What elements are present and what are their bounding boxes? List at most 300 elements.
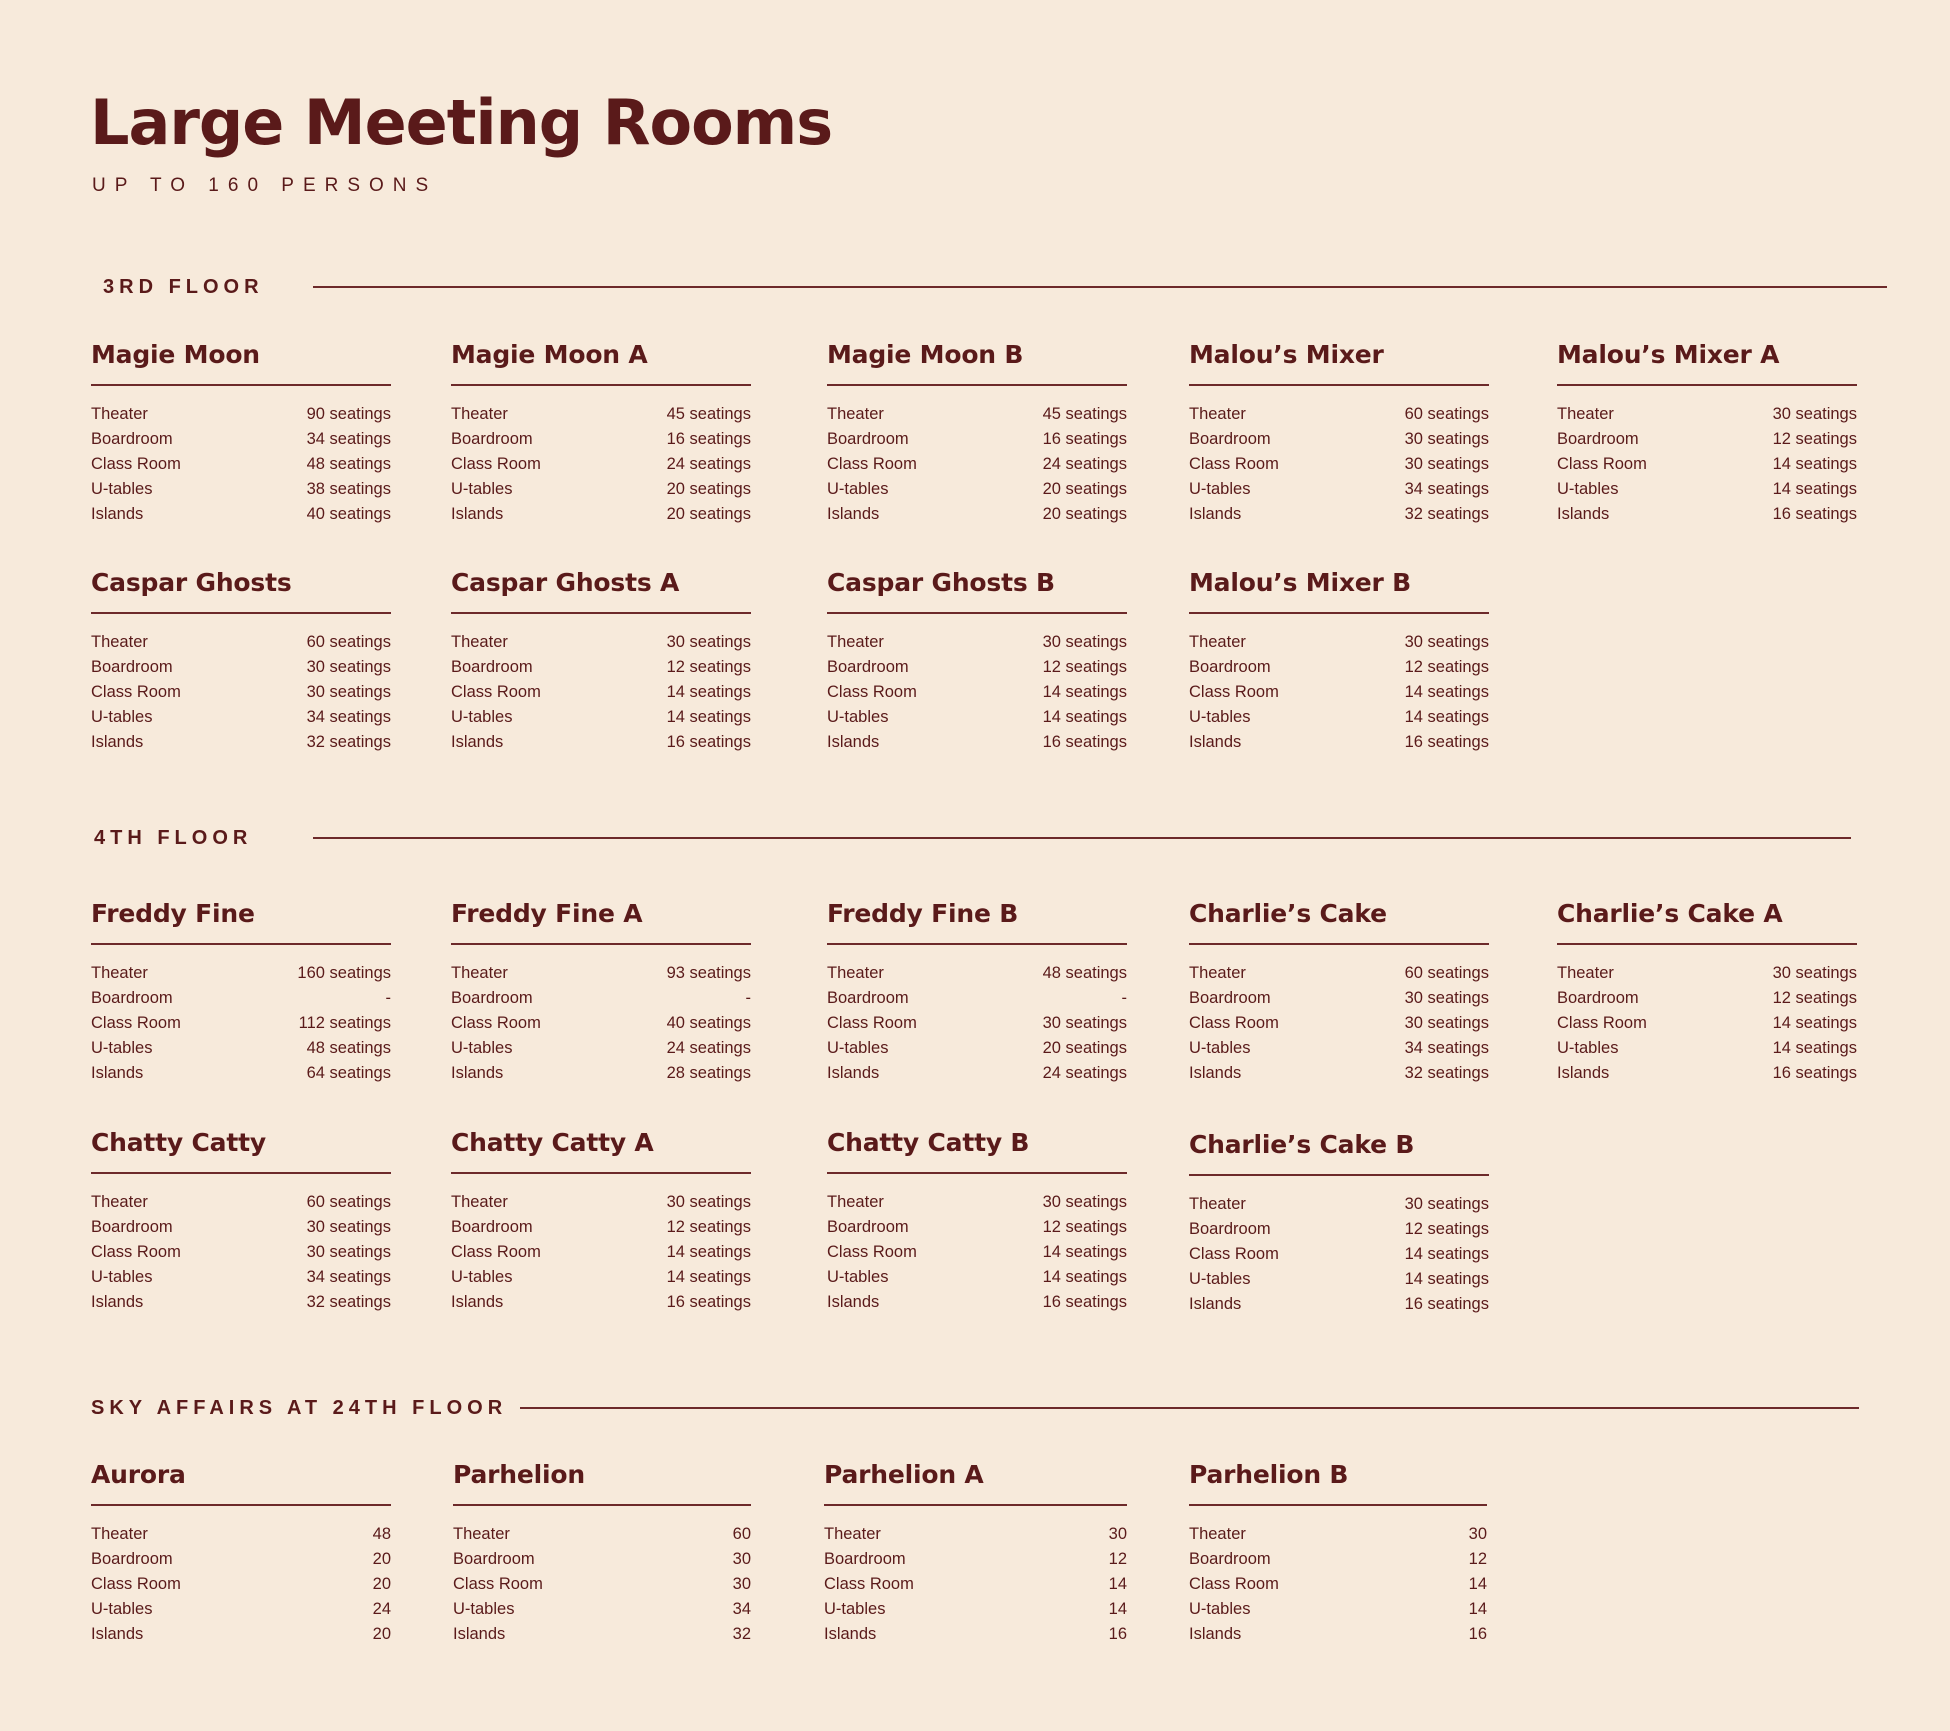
seating-capacity-value: 48 (372, 1524, 391, 1543)
seating-capacity-value: 40 seatings (306, 504, 391, 523)
seating-capacity-value: 14 seatings (1042, 682, 1127, 701)
seating-type-label: U-tables (91, 1599, 153, 1618)
seating-type-label: Boardroom (1189, 988, 1271, 1007)
seating-type-label: Class Room (1189, 1244, 1279, 1263)
seating-type-label: Class Room (451, 1242, 541, 1261)
seating-type-label: Theater (824, 1524, 881, 1543)
seating-capacity-value: 30 (1468, 1524, 1487, 1543)
room-card-caspar-ghosts-b (827, 570, 1127, 755)
seating-type-label: Class Room (91, 1242, 181, 1261)
seating-capacity-value: 32 seatings (1404, 504, 1489, 523)
seating-capacity-value: 48 seatings (306, 454, 391, 473)
room-divider (1557, 384, 1857, 386)
seating-row-boardroom (827, 1215, 1127, 1240)
seating-capacity-value: 160 seatings (297, 963, 391, 982)
seating-type-label: Islands (91, 1063, 144, 1082)
seating-row-islands (1189, 1622, 1487, 1647)
room-title: Freddy Fine (91, 899, 255, 928)
seating-row-theater (1189, 402, 1489, 427)
seating-capacity-value: 12 seatings (1404, 657, 1489, 676)
seating-type-label: Theater (91, 963, 148, 982)
room-title: Caspar Ghosts (91, 568, 292, 597)
seating-type-label: Class Room (1189, 682, 1279, 701)
seating-capacity-value: 32 seatings (306, 732, 391, 751)
seating-capacity-value: 14 seatings (1404, 1269, 1489, 1288)
seating-type-label: Theater (1189, 632, 1246, 651)
seating-type-label: U-tables (91, 707, 153, 726)
seating-type-label: Theater (827, 404, 884, 423)
seating-type-label: Islands (91, 504, 144, 523)
seating-capacity-value: 16 seatings (1404, 1294, 1489, 1313)
seating-type-label: Class Room (453, 1574, 543, 1593)
room-title: Chatty Catty (91, 1128, 266, 1157)
seating-capacity-value: 48 seatings (306, 1038, 391, 1057)
seating-row-theater (91, 1190, 391, 1215)
room-card-caspar-ghosts-a (451, 570, 751, 755)
seating-row-theater (1189, 1522, 1487, 1547)
seating-type-label: Islands (1557, 1063, 1610, 1082)
seating-capacity-value: 14 seatings (1772, 1013, 1857, 1032)
room-title: Malou’s Mixer (1189, 340, 1384, 369)
seating-row-theater (91, 1522, 391, 1547)
seating-capacity-value: - (385, 988, 391, 1007)
seating-type-label: Theater (1189, 1194, 1246, 1213)
seating-capacity-value: 30 seatings (306, 1217, 391, 1236)
room-card-aurora (91, 1462, 391, 1647)
seating-type-label: Boardroom (827, 988, 909, 1007)
room-divider (91, 1172, 391, 1174)
seating-capacity-value: 32 seatings (1404, 1063, 1489, 1082)
seating-type-label: U-tables (824, 1599, 886, 1618)
seating-type-label: U-tables (1557, 479, 1619, 498)
seating-capacity-value: 20 seatings (1042, 1038, 1127, 1057)
seating-capacity-value: 14 (1108, 1574, 1127, 1593)
seating-type-label: Islands (1189, 1624, 1242, 1643)
seating-capacity-value: 16 seatings (666, 1292, 751, 1311)
seating-type-label: Boardroom (451, 988, 533, 1007)
seating-row-class-room (1557, 1011, 1857, 1036)
seating-type-label: Class Room (824, 1574, 914, 1593)
seating-type-label: U-tables (91, 1267, 153, 1286)
seating-capacity-value: 34 seatings (306, 1267, 391, 1286)
seating-capacity-value: 30 (732, 1549, 751, 1568)
seating-capacity-value: 48 seatings (1042, 963, 1127, 982)
seating-type-label: Theater (451, 404, 508, 423)
seating-type-label: Class Room (827, 1242, 917, 1261)
seating-capacity-value: 12 (1468, 1549, 1487, 1568)
seating-row-class-room (1189, 1242, 1489, 1267)
room-title: Caspar Ghosts A (451, 568, 680, 597)
seating-type-label: U-tables (1189, 707, 1251, 726)
seating-type-label: U-tables (91, 1038, 153, 1057)
seating-row-theater (827, 402, 1127, 427)
seating-capacity-value: 14 (1468, 1574, 1487, 1593)
seating-capacity-value: 12 seatings (1772, 429, 1857, 448)
seating-type-label: Class Room (827, 1013, 917, 1032)
seating-row-class-room (453, 1572, 751, 1597)
seating-capacity-value: 14 seatings (1772, 454, 1857, 473)
seating-row-theater (827, 1190, 1127, 1215)
seating-row-islands (827, 1061, 1127, 1086)
seating-type-label: U-tables (451, 1267, 513, 1286)
seating-row-class-room (451, 1011, 751, 1036)
room-title: Charlie’s Cake A (1557, 899, 1783, 928)
seating-row-class-room (1189, 1011, 1489, 1036)
seating-row-islands (1557, 502, 1857, 527)
seating-type-label: Boardroom (1189, 1219, 1271, 1238)
room-card-chatty-catty (91, 1130, 391, 1315)
section-label-3rd-floor: 3RD FLOOR (103, 276, 264, 298)
seating-row-u-tables (451, 1265, 751, 1290)
seating-row-theater (451, 1190, 751, 1215)
seating-type-label: Theater (91, 1524, 148, 1543)
seating-capacity-value: 34 seatings (1404, 1038, 1489, 1057)
seating-row-class-room (827, 1240, 1127, 1265)
seating-type-label: Theater (827, 632, 884, 651)
seating-row-class-room (451, 1240, 751, 1265)
seating-row-u-tables (827, 705, 1127, 730)
seating-capacity-value: 14 seatings (1404, 707, 1489, 726)
room-divider (1189, 384, 1489, 386)
seating-row-theater (1189, 630, 1489, 655)
seating-capacity-value: 14 (1468, 1599, 1487, 1618)
seating-row-boardroom (91, 655, 391, 680)
seating-row-islands (827, 1290, 1127, 1315)
page-title: Large Meeting Rooms (90, 86, 833, 159)
seating-capacity-value: 60 seatings (306, 1192, 391, 1211)
seating-row-theater (827, 961, 1127, 986)
seating-row-islands (453, 1622, 751, 1647)
seating-capacity-value: 16 seatings (666, 732, 751, 751)
seating-capacity-value: 30 seatings (1404, 454, 1489, 473)
room-card-chatty-catty-a (451, 1130, 751, 1315)
room-title: Caspar Ghosts B (827, 568, 1055, 597)
seating-capacity-value: 60 seatings (1404, 404, 1489, 423)
seating-capacity-value: 14 seatings (1042, 707, 1127, 726)
seating-capacity-value: 34 seatings (306, 429, 391, 448)
seating-type-label: Boardroom (91, 429, 173, 448)
seating-capacity-value: 30 seatings (1042, 1013, 1127, 1032)
seating-row-u-tables (1189, 705, 1489, 730)
seating-row-u-tables (91, 705, 391, 730)
room-title: Parhelion B (1189, 1460, 1349, 1489)
seating-capacity-value: 14 seatings (666, 707, 751, 726)
seating-row-u-tables (91, 477, 391, 502)
seating-capacity-value: 20 (372, 1549, 391, 1568)
room-divider (453, 1504, 751, 1506)
seating-row-u-tables (451, 477, 751, 502)
room-title: Magie Moon (91, 340, 260, 369)
room-card-magie-moon-a (451, 342, 751, 527)
seating-capacity-value: 14 seatings (1772, 479, 1857, 498)
seating-row-theater (451, 630, 751, 655)
seating-type-label: Theater (1189, 404, 1246, 423)
seating-row-class-room (827, 452, 1127, 477)
seating-capacity-value: 14 seatings (1042, 1242, 1127, 1261)
seating-type-label: U-tables (451, 707, 513, 726)
seating-capacity-value: 20 seatings (666, 479, 751, 498)
seating-type-label: U-tables (451, 479, 513, 498)
seating-capacity-value: - (745, 988, 751, 1007)
seating-row-theater (91, 961, 391, 986)
seating-type-label: Islands (453, 1624, 506, 1643)
seating-row-boardroom (1189, 655, 1489, 680)
seating-row-class-room (91, 680, 391, 705)
room-divider (1189, 1504, 1487, 1506)
seating-capacity-value: 16 seatings (1042, 1292, 1127, 1311)
room-divider (827, 612, 1127, 614)
seating-capacity-value: 14 seatings (666, 682, 751, 701)
seating-type-label: Theater (827, 963, 884, 982)
room-card-parhelion-b (1189, 1462, 1487, 1647)
seating-type-label: Boardroom (451, 657, 533, 676)
seating-capacity-value: 32 (732, 1624, 751, 1643)
room-card-parhelion-a (824, 1462, 1127, 1647)
room-divider (91, 384, 391, 386)
seating-row-islands (1557, 1061, 1857, 1086)
seating-row-theater (1189, 1192, 1489, 1217)
seating-type-label: Theater (451, 1192, 508, 1211)
seating-capacity-value: 93 seatings (666, 963, 751, 982)
room-divider (451, 612, 751, 614)
seating-type-label: Theater (1189, 963, 1246, 982)
room-card-magie-moon (91, 342, 391, 527)
seating-capacity-value: 20 seatings (1042, 479, 1127, 498)
seating-type-label: Boardroom (827, 657, 909, 676)
seating-type-label: Boardroom (91, 1217, 173, 1236)
seating-type-label: Islands (1189, 1294, 1242, 1313)
seating-type-label: U-tables (1189, 479, 1251, 498)
seating-capacity-value: 14 seatings (1772, 1038, 1857, 1057)
seating-type-label: Theater (451, 963, 508, 982)
seating-row-boardroom (91, 1547, 391, 1572)
section-divider-4th-floor (313, 837, 1851, 839)
seating-row-theater (91, 402, 391, 427)
seating-row-islands (827, 502, 1127, 527)
seating-row-islands (451, 502, 751, 527)
room-divider (451, 1172, 751, 1174)
seating-capacity-value: - (1121, 988, 1127, 1007)
seating-capacity-value: 24 (372, 1599, 391, 1618)
seating-type-label: Boardroom (1557, 988, 1639, 1007)
room-card-malous-mixer (1189, 342, 1489, 527)
seating-type-label: Islands (827, 1292, 880, 1311)
seating-capacity-value: 12 seatings (1404, 1219, 1489, 1238)
seating-row-islands (91, 1290, 391, 1315)
seating-row-boardroom (91, 427, 391, 452)
seating-row-theater (453, 1522, 751, 1547)
seating-capacity-value: 34 seatings (306, 707, 391, 726)
seating-capacity-value: 16 seatings (1404, 732, 1489, 751)
seating-capacity-value: 16 seatings (666, 429, 751, 448)
room-title: Chatty Catty B (827, 1128, 1030, 1157)
seating-capacity-value: 12 seatings (1042, 657, 1127, 676)
room-card-chatty-catty-b (827, 1130, 1127, 1315)
seating-type-label: Class Room (1557, 454, 1647, 473)
seating-capacity-value: 12 (1108, 1549, 1127, 1568)
seating-row-class-room (451, 680, 751, 705)
seating-row-boardroom (1189, 1217, 1489, 1242)
seating-type-label: Islands (451, 504, 504, 523)
seating-capacity-value: 24 seatings (666, 454, 751, 473)
seating-type-label: Boardroom (1189, 429, 1271, 448)
seating-type-label: Boardroom (451, 1217, 533, 1236)
seating-row-class-room (1557, 452, 1857, 477)
seating-type-label: U-tables (827, 479, 889, 498)
seating-capacity-value: 90 seatings (306, 404, 391, 423)
room-card-freddy-fine (91, 901, 391, 1086)
seating-row-u-tables (1189, 477, 1489, 502)
seating-type-label: Class Room (451, 1013, 541, 1032)
seating-type-label: Class Room (91, 454, 181, 473)
seating-type-label: U-tables (1189, 1038, 1251, 1057)
seating-type-label: Boardroom (91, 988, 173, 1007)
room-divider (1557, 943, 1857, 945)
seating-capacity-value: 14 seatings (1042, 1267, 1127, 1286)
room-title: Freddy Fine B (827, 899, 1019, 928)
seating-type-label: Boardroom (453, 1549, 535, 1568)
seating-row-u-tables (1557, 1036, 1857, 1061)
room-title: Charlie’s Cake B (1189, 1130, 1415, 1159)
room-card-malous-mixer-b (1189, 570, 1489, 755)
section-divider-3rd-floor (313, 286, 1887, 288)
seating-type-label: Class Room (1189, 454, 1279, 473)
seating-type-label: U-tables (827, 1038, 889, 1057)
seating-row-boardroom (1557, 427, 1857, 452)
seating-row-boardroom (1189, 986, 1489, 1011)
seating-capacity-value: 12 seatings (1772, 988, 1857, 1007)
seating-capacity-value: 60 seatings (1404, 963, 1489, 982)
seating-capacity-value: 45 seatings (1042, 404, 1127, 423)
seating-type-label: Islands (827, 1063, 880, 1082)
seating-capacity-value: 60 (732, 1524, 751, 1543)
seating-capacity-value: 14 (1108, 1599, 1127, 1618)
seating-type-label: Class Room (451, 682, 541, 701)
seating-row-boardroom (451, 1215, 751, 1240)
seating-capacity-value: 20 seatings (1042, 504, 1127, 523)
seating-row-boardroom (827, 427, 1127, 452)
room-card-caspar-ghosts (91, 570, 391, 755)
seating-type-label: Class Room (1189, 1013, 1279, 1032)
seating-row-u-tables (1189, 1036, 1489, 1061)
seating-type-label: Theater (453, 1524, 510, 1543)
seating-row-boardroom (1189, 1547, 1487, 1572)
seating-row-class-room (91, 1240, 391, 1265)
seating-row-u-tables (91, 1265, 391, 1290)
seating-row-class-room (827, 680, 1127, 705)
room-card-charlies-cake-a (1557, 901, 1857, 1086)
seating-type-label: U-tables (827, 1267, 889, 1286)
seating-row-boardroom (824, 1547, 1127, 1572)
seating-row-u-tables (451, 1036, 751, 1061)
seating-capacity-value: 32 seatings (306, 1292, 391, 1311)
seating-type-label: Theater (91, 1192, 148, 1211)
room-divider (827, 1172, 1127, 1174)
seating-type-label: Class Room (91, 682, 181, 701)
seating-capacity-value: 24 seatings (666, 1038, 751, 1057)
room-divider (827, 384, 1127, 386)
seating-row-boardroom (451, 427, 751, 452)
room-title: Chatty Catty A (451, 1128, 654, 1157)
room-divider (451, 943, 751, 945)
seating-capacity-value: 14 seatings (666, 1242, 751, 1261)
seating-capacity-value: 30 seatings (1404, 1013, 1489, 1032)
seating-row-class-room (451, 452, 751, 477)
seating-type-label: Theater (827, 1192, 884, 1211)
seating-capacity-value: 14 seatings (1404, 1244, 1489, 1263)
seating-row-boardroom (1189, 427, 1489, 452)
room-divider (1189, 943, 1489, 945)
seating-row-u-tables (1557, 477, 1857, 502)
seating-type-label: Boardroom (1189, 657, 1271, 676)
seating-row-u-tables (453, 1597, 751, 1622)
room-title: Parhelion A (824, 1460, 984, 1489)
seating-type-label: Theater (91, 404, 148, 423)
seating-type-label: Islands (1189, 1063, 1242, 1082)
seating-capacity-value: 40 seatings (666, 1013, 751, 1032)
seating-capacity-value: 30 seatings (306, 682, 391, 701)
seating-row-islands (91, 730, 391, 755)
seating-capacity-value: 30 seatings (666, 632, 751, 651)
seating-type-label: Islands (451, 1292, 504, 1311)
seating-row-class-room (1189, 680, 1489, 705)
seating-type-label: Boardroom (824, 1549, 906, 1568)
seating-row-theater (91, 630, 391, 655)
seating-capacity-value: 14 seatings (1404, 682, 1489, 701)
seating-type-label: Theater (1189, 1524, 1246, 1543)
seating-capacity-value: 64 seatings (306, 1063, 391, 1082)
seating-type-label: Islands (827, 504, 880, 523)
seating-row-class-room (91, 452, 391, 477)
seating-type-label: Boardroom (1557, 429, 1639, 448)
seating-capacity-value: 34 (732, 1599, 751, 1618)
seating-type-label: Class Room (827, 454, 917, 473)
seating-row-islands (451, 1061, 751, 1086)
room-title: Parhelion (453, 1460, 585, 1489)
seating-row-theater (1189, 961, 1489, 986)
seating-type-label: Class Room (1557, 1013, 1647, 1032)
room-card-freddy-fine-a (451, 901, 751, 1086)
seating-row-boardroom (451, 986, 751, 1011)
seating-type-label: Class Room (451, 454, 541, 473)
seating-capacity-value: 24 seatings (1042, 454, 1127, 473)
seating-type-label: Islands (91, 1292, 144, 1311)
seating-type-label: Class Room (91, 1574, 181, 1593)
seating-capacity-value: 30 seatings (1042, 1192, 1127, 1211)
room-title: Magie Moon A (451, 340, 648, 369)
seating-type-label: Islands (1189, 504, 1242, 523)
seating-row-u-tables (1189, 1597, 1487, 1622)
seating-row-theater (827, 630, 1127, 655)
seating-capacity-value: 16 seatings (1772, 504, 1857, 523)
seating-row-u-tables (451, 705, 751, 730)
seating-type-label: Boardroom (827, 1217, 909, 1236)
seating-row-islands (91, 1622, 391, 1647)
seating-type-label: Boardroom (451, 429, 533, 448)
seating-row-boardroom (827, 986, 1127, 1011)
seating-row-islands (827, 730, 1127, 755)
seating-capacity-value: 38 seatings (306, 479, 391, 498)
room-divider (827, 943, 1127, 945)
room-title: Malou’s Mixer A (1557, 340, 1780, 369)
seating-row-class-room (91, 1572, 391, 1597)
room-card-magie-moon-b (827, 342, 1127, 527)
seating-row-class-room (827, 1011, 1127, 1036)
page-subtitle: UP TO 160 PERSONS (92, 175, 438, 196)
seating-capacity-value: 30 (1108, 1524, 1127, 1543)
room-card-parhelion (453, 1462, 751, 1647)
room-divider (824, 1504, 1127, 1506)
